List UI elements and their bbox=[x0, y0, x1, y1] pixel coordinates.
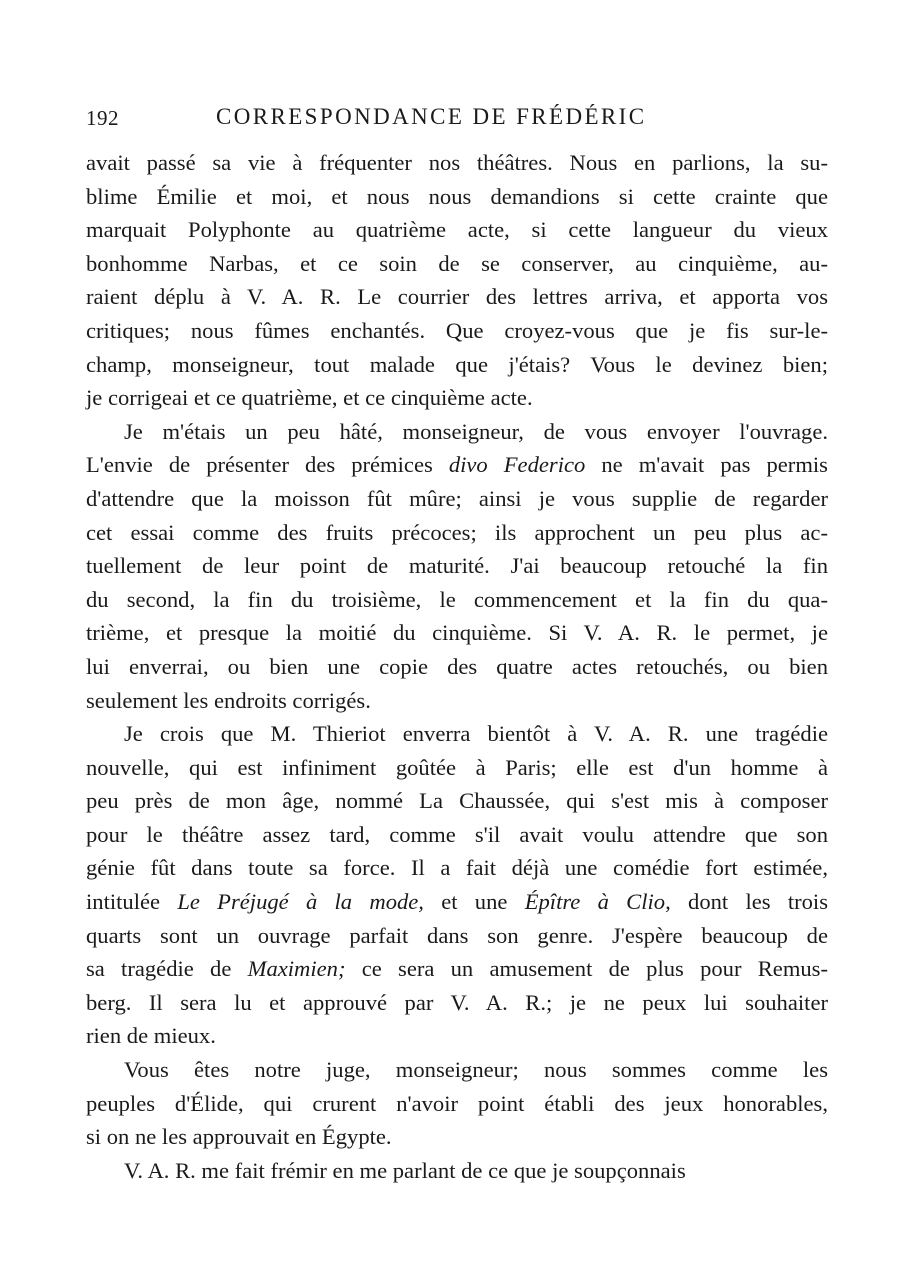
text-line: V. A. R. me fait frémir en me parlant de ce que je soupçonnais bbox=[124, 1157, 686, 1183]
text-line: rien de mieux. bbox=[86, 1023, 216, 1049]
paragraph bbox=[86, 717, 828, 1053]
running-head: CORRESPONDANCE DE FRÉDÉRIC bbox=[216, 104, 647, 129]
text-line: raient déplu à V. A. R. Le courrier des lettres arriva, et apporta vos bbox=[86, 284, 828, 310]
text-line: lui enverrai, ou bien une copie des quatre actes retouchés, ou bien bbox=[86, 653, 828, 679]
italic-title: Le Préjugé à la mode, bbox=[177, 889, 424, 915]
text-line: critiques; nous fûmes enchantés. Que croyez-vous que je fis sur-le- bbox=[86, 317, 828, 343]
text-line: berg. Il sera lu et approuvé par V. A. R.; je ne peux lui souhaiter bbox=[86, 989, 828, 1015]
text-line: cet essai comme des fruits précoces; ils approchent un peu plus ac- bbox=[86, 519, 828, 545]
paragraph bbox=[86, 415, 828, 717]
text-line: blime Émilie et moi, et nous nous demandions si cette crainte que bbox=[86, 183, 828, 209]
text-line: trième, et presque la moitié du cinquième. Si V. A. R. le permet, je bbox=[86, 620, 828, 646]
text-line: L'envie de présenter des prémices divo Federico ne m'avait pas permis bbox=[86, 452, 828, 478]
text-line: seulement les endroits corrigés. bbox=[86, 687, 371, 713]
text-line: Je crois que M. Thieriot enverra bientôt à V. A. R. une tragédie bbox=[124, 721, 828, 747]
italic-title: Épître à Clio, bbox=[524, 889, 671, 915]
text-line: tuellement de leur point de maturité. J'ai beaucoup retouché la fin bbox=[86, 553, 828, 579]
text-line: nouvelle, qui est infiniment goûtée à Paris; elle est d'un homme à bbox=[86, 754, 828, 780]
text-line: marquait Polyphonte au quatrième acte, si cette langueur du vieux bbox=[86, 217, 828, 243]
text-line: si on ne les approuvait en Égypte. bbox=[86, 1124, 392, 1150]
text-line: peuples d'Élide, qui crurent n'avoir point établi des jeux honorables, bbox=[86, 1090, 828, 1116]
text-line: quarts sont un ouvrage parfait dans son genre. J'espère beaucoup de bbox=[86, 922, 828, 948]
italic-title: divo Federico bbox=[448, 452, 586, 478]
paragraph bbox=[86, 1053, 828, 1154]
paragraph bbox=[86, 146, 828, 415]
page-number: 192 bbox=[86, 106, 119, 130]
text-line: peu près de mon âge, nommé La Chaussée, qui s'est mis à composer bbox=[86, 788, 828, 814]
body-text bbox=[86, 146, 828, 1187]
text-line: génie fût dans toute sa force. Il a fait déjà une comédie fort estimée, bbox=[86, 855, 828, 881]
page-header bbox=[86, 104, 826, 134]
text-line: intitulée Le Préjugé à la mode, et une Épître à Clio, dont les trois bbox=[86, 889, 828, 915]
text-line: pour le théâtre assez tard, comme s'il avait voulu attendre que son bbox=[86, 821, 828, 847]
text-line: avait passé sa vie à fréquenter nos théâtres. Nous en parlions, la su- bbox=[86, 150, 828, 175]
text-line: Je m'étais un peu hâté, monseigneur, de vous envoyer l'ouvrage. bbox=[124, 418, 828, 444]
text-line: Vous êtes notre juge, monseigneur; nous sommes comme les bbox=[124, 1057, 828, 1083]
text-line: d'attendre que la moisson fût mûre; ainsi je vous supplie de regarder bbox=[86, 485, 828, 511]
text-line: champ, monseigneur, tout malade que j'étais? Vous le devinez bien; bbox=[86, 351, 828, 377]
text-line: bonhomme Narbas, et ce soin de se conserver, au cinquième, au- bbox=[86, 250, 828, 276]
text-line: je corrigeai et ce quatrième, et ce cinquième acte. bbox=[86, 385, 533, 411]
text-line: sa tragédie de Maximien; ce sera un amusement de plus pour Remus- bbox=[86, 956, 829, 982]
text-line: du second, la fin du troisième, le commencement et la fin du qua- bbox=[86, 586, 828, 612]
paragraph bbox=[86, 1154, 828, 1188]
italic-title: Maximien; bbox=[247, 956, 346, 982]
